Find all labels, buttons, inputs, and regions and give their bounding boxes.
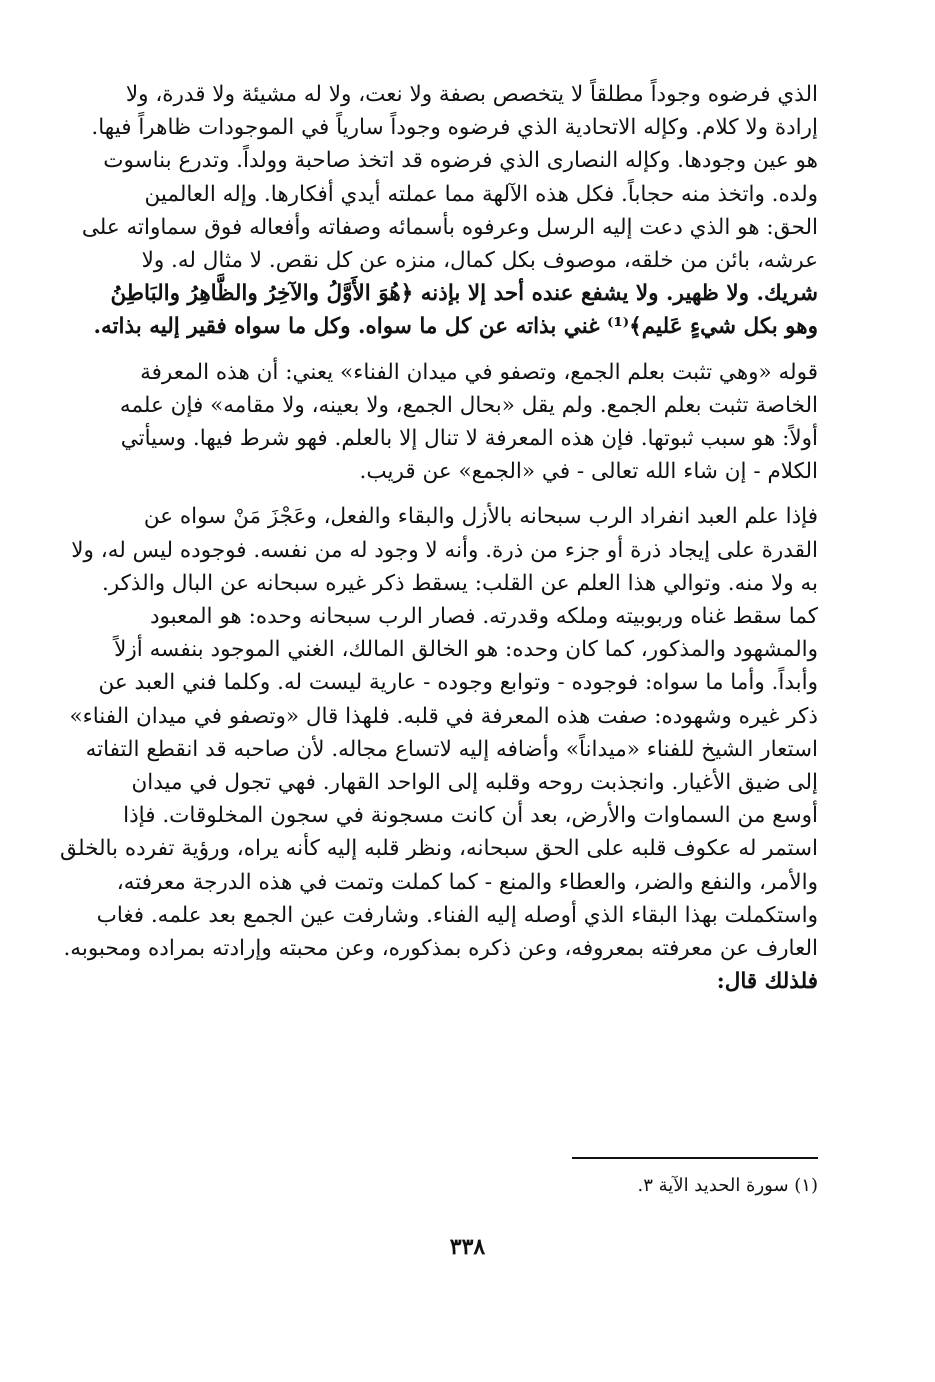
text-line: واستكملت بهذا البقاء الذي أوصله إليه الفناء. وشارفت عين الجمع بعد علمه. فغاب <box>96 902 818 928</box>
text-line: القدرة على إيجاد ذرة أو جزء من ذرة. وأنه لا وجود له من نفسه. فوجوده ليس له، ولا <box>71 537 818 563</box>
text-line: الكلام - إن شاء الله تعالى - في «الجمع» عن قريب. <box>359 459 818 485</box>
text-line: فإذا علم العبد انفراد الرب سبحانه بالأزل والبقاء والفعل، وعَجْزَ مَنْ سواه عن <box>143 504 818 530</box>
footnote: (١) سورة الحديد الآية ٣. <box>637 1175 818 1196</box>
text-line: الذي فرضوه وجوداً مطلقاً لا يتخصص بصفة ولا نعت، ولا له مشيئة ولا قدرة، ولا <box>125 82 818 107</box>
text-line: إرادة ولا كلام. وكإله الاتحادية الذي فرضوه وجوداً سارياً في الموجودات ظاهراً فيها. <box>91 115 818 141</box>
footnote-divider <box>572 1157 818 1159</box>
quran-verse-line: شريك. ولا ظهير. ولا يشفع عنده أحد إلا بإذنه ﴿هُوَ الأَوَّلُ والآخِرُ والظَّاهِرُ والبَاطِنُ <box>110 281 818 307</box>
text-line: كما سقط غناه وربوبيته وملكه وقدرته. فصار الرب سبحانه وحده: هو المعبود <box>149 604 818 630</box>
text-line: والأمر، والنفع والضر، والعطاء والمنع - كما كملت وتمت في هذه الدرجة معرفته، <box>116 869 818 895</box>
paragraph-3 <box>58 500 818 998</box>
text-line: العارف عن معرفته بمعروفه، وعن ذكره بمذكوره، وعن محبته وإرادته بمراده ومحبوبه. <box>63 936 818 962</box>
text-line: هو عين وجودها. وكإله النصارى الذي فرضوه قد اتخذ صاحبة وولداً. وتدرع بناسوت <box>103 148 818 174</box>
text-line: الحق: هو الذي دعت إليه الرسل وعرفوه بأسمائه وصفاته وأفعاله فوق سماواته على <box>81 214 818 240</box>
text-line: ولده. واتخذ منه حجاباً. فكل هذه الآلهة مما عملته أيدي أفكارها. وإله العالمين <box>144 181 818 207</box>
text-line: الخاصة تثبت بعلم الجمع. ولم يقل «بحال الجمع، ولا بعينه، ولا مقامه» فإن علمه <box>119 392 818 418</box>
text-line: قوله «وهي تثبت بعلم الجمع، وتصفو في ميدان الفناء» يعني: أن هذه المعرفة <box>140 359 818 385</box>
text-line: أوسع من السماوات والأرض، بعد أن كانت مسجونة في سجون المخلوقات. فإذا <box>123 803 818 829</box>
text-line: ذكر غيره وشهوده: صفت هذه المعرفة في قلبه. فلهذا قال «وتصفو في ميدان الفناء» <box>69 703 818 729</box>
text-line: استعار الشيخ للفناء «ميداناً» وأضافه إليه لاتساع مجاله. لأن صاحبه قد انقطع التفاته <box>85 736 818 762</box>
text-line: والمشهود والمذكور، كما كان وحده: هو الخالق المالك، الغني الموجود بنفسه أزلاً <box>114 637 818 663</box>
text-line: أولاً: هو سبب ثبوتها. فإن هذه المعرفة لا تنال إلا بالعلم. فهو شرط فيها. وسيأتي <box>120 426 818 452</box>
paragraph-2 <box>58 356 818 489</box>
text-line: عرشه، بائن من خلقه، موصوف بكل كمال، منزه عن كل نقص. لا مثال له. ولا <box>141 248 818 274</box>
quran-verse-line: وهو بكل شيءٍ عَليم﴾⁽¹⁾ غني بذاته عن كل ما سواه. وكل ما سواه فقير إليه بذاته. <box>93 314 818 340</box>
text-line: استمر له عكوف قلبه على الحق سبحانه، ونظر قلبه إليه كأنه يراه، ورؤية تفرده بالخلق <box>60 836 818 862</box>
page-number: ٣٣٨ <box>449 1234 486 1260</box>
page-body <box>58 78 818 998</box>
text-line: فلذلك قال: <box>716 969 818 995</box>
paragraph-1 <box>58 78 818 344</box>
text-line: وأبداً. وأما ما سواه: فوجوده - وتوابع وجوده - عارية ليست له. وكلما فني العبد عن <box>98 670 818 696</box>
text-line: إلى ضيق الأغيار. وانجذبت روحه وقلبه إلى الواحد القهار. فهي تجول في ميدان <box>131 770 818 796</box>
text-line: به ولا منه. وتوالي هذا العلم عن القلب: يسقط ذكر غيره سبحانه عن البال والذكر. <box>101 570 818 596</box>
